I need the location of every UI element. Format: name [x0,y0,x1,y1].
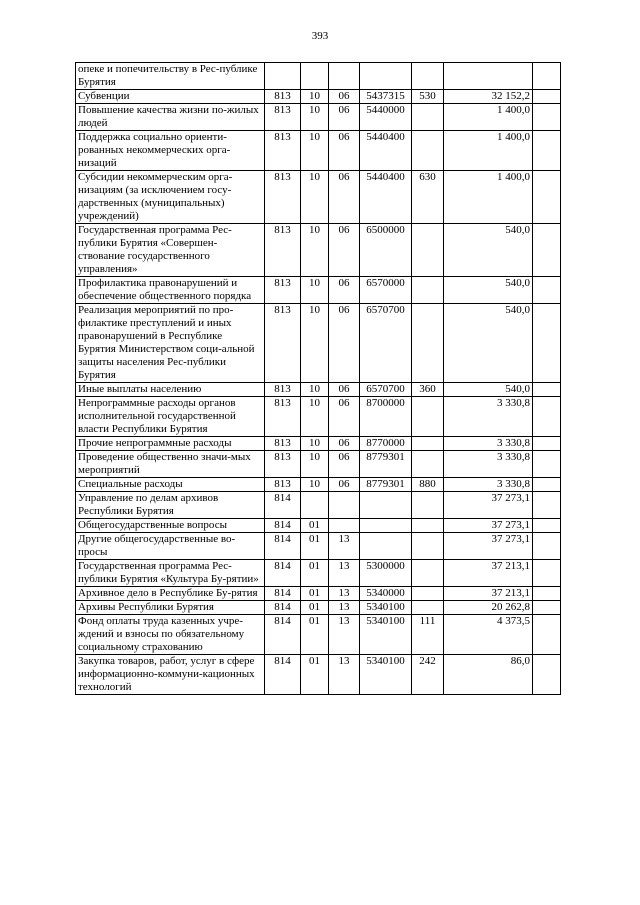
section-code-cell: 10 [301,451,329,478]
target-item-code-cell: 5340100 [360,655,412,695]
section-code-cell [301,492,329,519]
amount-cell: 540,0 [444,277,533,304]
row-name-cell: Государственная программа Рес-публики Бурятия «Совершен-ствование государственного управления» [76,224,265,277]
target-item-code-cell: 8700000 [360,397,412,437]
target-item-code-cell: 5437315 [360,90,412,104]
expense-type-code-cell [412,560,444,587]
table-row [76,383,561,397]
expense-type-code-cell [412,224,444,277]
table-row [76,277,561,304]
table-row [76,304,561,383]
amount-cell: 20 262,8 [444,601,533,615]
expense-type-code-cell: 360 [412,383,444,397]
section-code-cell: 10 [301,277,329,304]
target-item-code-cell [360,492,412,519]
target-item-code-cell: 8779301 [360,451,412,478]
section-code-cell: 10 [301,304,329,383]
department-code-cell: 813 [265,437,301,451]
subsection-code-cell: 13 [329,615,360,655]
expense-type-code-cell [412,587,444,601]
target-item-code-cell: 5440400 [360,171,412,224]
subsection-code-cell: 06 [329,437,360,451]
expense-type-code-cell [412,451,444,478]
department-code-cell: 813 [265,304,301,383]
department-code-cell [265,63,301,90]
department-code-cell: 813 [265,478,301,492]
row-name-cell: Общегосударственные вопросы [76,519,265,533]
expense-type-code-cell: 242 [412,655,444,695]
expense-type-code-cell: 630 [412,171,444,224]
empty-extra-cell [533,451,561,478]
section-code-cell: 10 [301,104,329,131]
amount-cell: 540,0 [444,383,533,397]
target-item-code-cell: 5440000 [360,104,412,131]
table-row [76,451,561,478]
empty-extra-cell [533,587,561,601]
section-code-cell: 10 [301,224,329,277]
table-row [76,171,561,224]
row-name-cell: Повышение качества жизни по-жилых людей [76,104,265,131]
section-code-cell: 01 [301,601,329,615]
department-code-cell: 813 [265,451,301,478]
amount-cell: 3 330,8 [444,478,533,492]
department-code-cell: 813 [265,90,301,104]
row-name-cell: Иные выплаты населению [76,383,265,397]
expense-type-code-cell [412,104,444,131]
target-item-code-cell: 6570700 [360,304,412,383]
expense-type-code-cell: 530 [412,90,444,104]
subsection-code-cell: 06 [329,383,360,397]
subsection-code-cell: 06 [329,171,360,224]
amount-cell: 86,0 [444,655,533,695]
expense-type-code-cell [412,277,444,304]
subsection-code-cell [329,519,360,533]
row-name-cell: Управление по делам архивов Республики Бурятия [76,492,265,519]
expense-type-code-cell: 111 [412,615,444,655]
subsection-code-cell: 06 [329,304,360,383]
amount-cell: 37 213,1 [444,560,533,587]
row-name-cell: опеке и попечительству в Рес-публике Бурятия [76,63,265,90]
empty-extra-cell [533,104,561,131]
expense-type-code-cell [412,131,444,171]
table-row [76,560,561,587]
row-name-cell: Проведение общественно значи-мых мероприятий [76,451,265,478]
empty-extra-cell [533,492,561,519]
empty-extra-cell [533,131,561,171]
department-code-cell: 813 [265,104,301,131]
table-row [76,655,561,695]
amount-cell: 540,0 [444,304,533,383]
expense-type-code-cell [412,492,444,519]
amount-cell: 37 273,1 [444,533,533,560]
row-name-cell: Другие общегосударственные во-просы [76,533,265,560]
section-code-cell: 10 [301,383,329,397]
expense-type-code-cell [412,601,444,615]
empty-extra-cell [533,533,561,560]
target-item-code-cell [360,63,412,90]
empty-extra-cell [533,397,561,437]
target-item-code-cell: 5340100 [360,601,412,615]
target-item-code-cell: 8770000 [360,437,412,451]
row-name-cell: Прочие непрограммные расходы [76,437,265,451]
expense-type-code-cell [412,519,444,533]
empty-extra-cell [533,615,561,655]
row-name-cell: Профилактика правонарушений и обеспечение общественного порядка [76,277,265,304]
amount-cell: 3 330,8 [444,397,533,437]
amount-cell: 1 400,0 [444,104,533,131]
subsection-code-cell: 06 [329,277,360,304]
row-name-cell: Архивное дело в Республике Бу-рятия [76,587,265,601]
empty-extra-cell [533,277,561,304]
table-row [76,519,561,533]
section-code-cell [301,63,329,90]
table-row [76,90,561,104]
empty-extra-cell [533,519,561,533]
row-name-cell: Субвенции [76,90,265,104]
amount-cell: 3 330,8 [444,451,533,478]
amount-cell: 1 400,0 [444,171,533,224]
row-name-cell: Субсидии некоммерческим орга-низациям (за исключением госу-дарственных (муниципальных) учреждений) [76,171,265,224]
subsection-code-cell [329,492,360,519]
amount-cell: 4 373,5 [444,615,533,655]
table-row [76,478,561,492]
subsection-code-cell: 13 [329,533,360,560]
section-code-cell: 01 [301,587,329,601]
target-item-code-cell [360,533,412,560]
section-code-cell: 10 [301,90,329,104]
department-code-cell: 814 [265,492,301,519]
subsection-code-cell [329,63,360,90]
empty-extra-cell [533,90,561,104]
table-row [76,492,561,519]
table-row [76,587,561,601]
empty-extra-cell [533,304,561,383]
department-code-cell: 813 [265,224,301,277]
table-row [76,104,561,131]
subsection-code-cell: 06 [329,224,360,277]
target-item-code-cell: 5340100 [360,615,412,655]
empty-extra-cell [533,383,561,397]
empty-extra-cell [533,478,561,492]
table-row [76,533,561,560]
expense-type-code-cell [412,437,444,451]
section-code-cell: 10 [301,478,329,492]
department-code-cell: 813 [265,383,301,397]
amount-cell: 1 400,0 [444,131,533,171]
empty-extra-cell [533,560,561,587]
empty-extra-cell [533,601,561,615]
row-name-cell: Реализация мероприятий по про-филактике преступлений и иных правонарушений в Республике Бурятия Министерством соци-альной защиты населения Рес-публики Бурятия [76,304,265,383]
department-code-cell: 813 [265,277,301,304]
expense-type-code-cell [412,304,444,383]
target-item-code-cell: 6570000 [360,277,412,304]
amount-cell [444,63,533,90]
expense-type-code-cell [412,533,444,560]
expense-type-code-cell: 880 [412,478,444,492]
section-code-cell: 01 [301,560,329,587]
subsection-code-cell: 06 [329,397,360,437]
target-item-code-cell: 6570700 [360,383,412,397]
row-name-cell: Специальные расходы [76,478,265,492]
department-code-cell: 814 [265,560,301,587]
department-code-cell: 813 [265,171,301,224]
table-row [76,397,561,437]
subsection-code-cell: 13 [329,601,360,615]
table-row [76,615,561,655]
row-name-cell: Поддержка социально ориенти-рованных некоммерческих орга-низаций [76,131,265,171]
budget-table [75,62,561,695]
target-item-code-cell: 5440400 [360,131,412,171]
subsection-code-cell: 13 [329,587,360,601]
row-name-cell: Фонд оплаты труда казенных учре-ждений и взносы по обязательному социальному страхованию [76,615,265,655]
row-name-cell: Архивы Республики Бурятия [76,601,265,615]
table-row [76,601,561,615]
department-code-cell: 813 [265,131,301,171]
empty-extra-cell [533,171,561,224]
expense-type-code-cell [412,63,444,90]
page-number: 393 [311,30,329,42]
target-item-code-cell: 5340000 [360,587,412,601]
section-code-cell: 01 [301,615,329,655]
amount-cell: 37 213,1 [444,587,533,601]
section-code-cell: 01 [301,519,329,533]
target-item-code-cell: 5300000 [360,560,412,587]
row-name-cell: Закупка товаров, работ, услуг в сфере информационно-коммуни-кационных технологий [76,655,265,695]
section-code-cell: 01 [301,655,329,695]
amount-cell: 32 152,2 [444,90,533,104]
amount-cell: 37 273,1 [444,519,533,533]
target-item-code-cell: 8779301 [360,478,412,492]
section-code-cell: 10 [301,171,329,224]
row-name-cell: Непрограммные расходы органов исполнительной государственной власти Республики Бурятия [76,397,265,437]
subsection-code-cell: 06 [329,104,360,131]
section-code-cell: 10 [301,437,329,451]
section-code-cell: 10 [301,397,329,437]
table-row [76,437,561,451]
table-row [76,63,561,90]
department-code-cell: 814 [265,519,301,533]
amount-cell: 37 273,1 [444,492,533,519]
empty-extra-cell [533,655,561,695]
subsection-code-cell: 06 [329,90,360,104]
subsection-code-cell: 13 [329,655,360,695]
empty-extra-cell [533,224,561,277]
subsection-code-cell: 06 [329,478,360,492]
department-code-cell: 813 [265,397,301,437]
target-item-code-cell [360,519,412,533]
empty-extra-cell [533,437,561,451]
target-item-code-cell: 6500000 [360,224,412,277]
expense-type-code-cell [412,397,444,437]
amount-cell: 540,0 [444,224,533,277]
department-code-cell: 814 [265,601,301,615]
subsection-code-cell: 13 [329,560,360,587]
subsection-code-cell: 06 [329,131,360,171]
section-code-cell: 01 [301,533,329,560]
department-code-cell: 814 [265,533,301,560]
budget-table-body [76,63,561,695]
table-row [76,131,561,171]
department-code-cell: 814 [265,655,301,695]
department-code-cell: 814 [265,615,301,655]
subsection-code-cell: 06 [329,451,360,478]
department-code-cell: 814 [265,587,301,601]
section-code-cell: 10 [301,131,329,171]
row-name-cell: Государственная программа Рес-публики Бурятия «Культура Бу-рятии» [76,560,265,587]
empty-extra-cell [533,63,561,90]
table-row [76,224,561,277]
amount-cell: 3 330,8 [444,437,533,451]
